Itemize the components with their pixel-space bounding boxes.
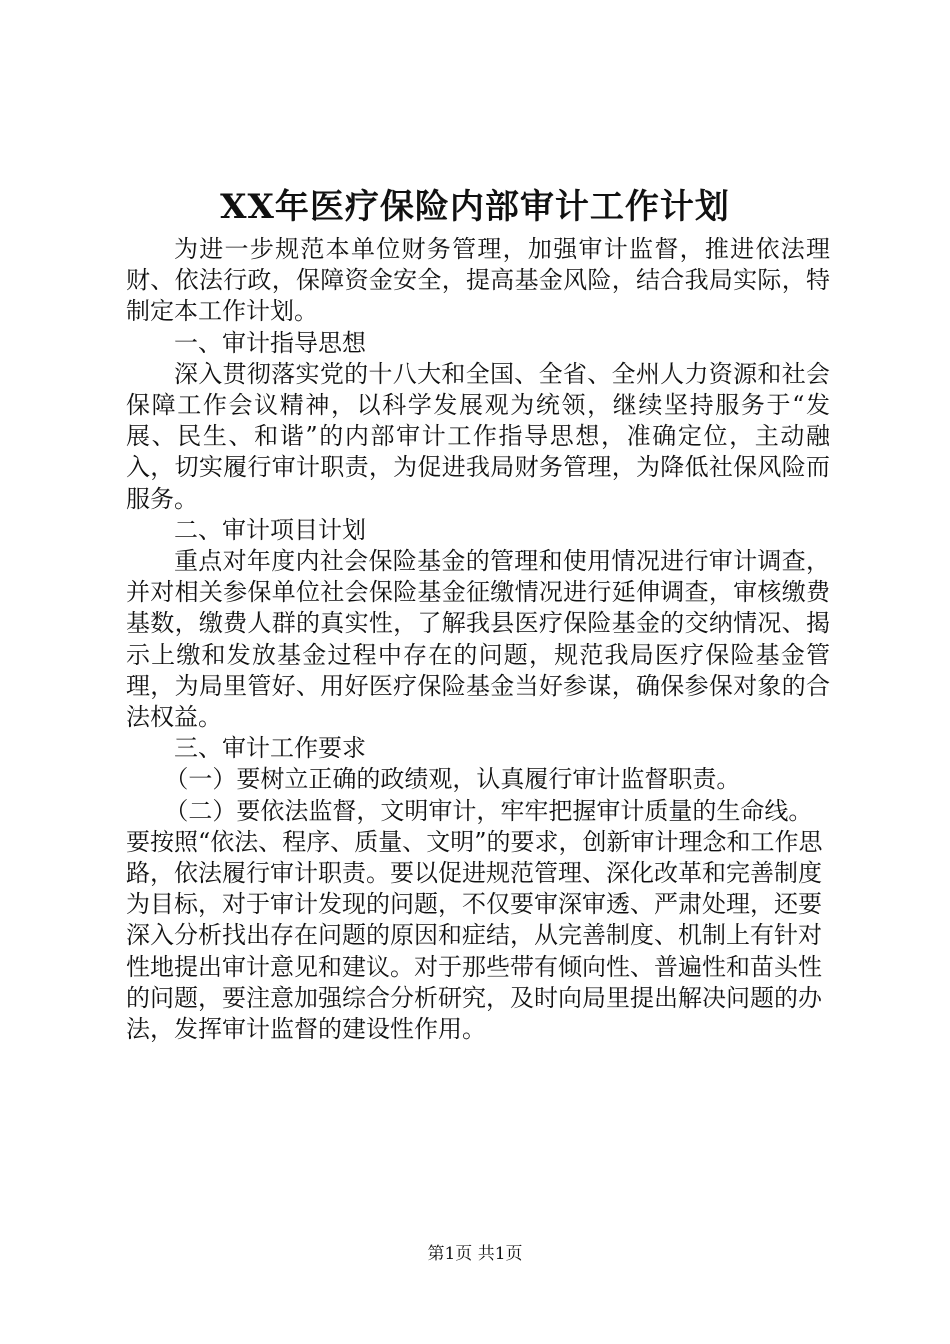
- section-heading-guiding-ideology: 一、审计指导思想: [174, 328, 366, 357]
- requirement-item-2: （二）要依法监督，文明审计，牢牢把握审计质量的生命线。要按照“依法、程序、质量、文明”的要求，创新审计理念和工作思路，依法履行审计职责。要以促进规范管理、深化改革和完善制度为目标，对于审计发现的问题，不仅要审深审透、严肃处理，还要深入分析找出存在问题的原因和症结，从完善制度、机制上有针对性地提出审计意见和建议。对于那些带有倾向性、普遍性和苗头性的问题，要注意加强综合分析研究，及时向局里提出解决问题的办法，发挥审计监督的建设性作用。: [126, 796, 823, 1044]
- document-title: XX年医疗保险内部审计工作计划: [220, 187, 730, 227]
- page-number-footer: 第1页 共1页: [427, 1244, 523, 1264]
- section-heading-work-requirements: 三、审计工作要求: [174, 734, 366, 763]
- requirement-item-1: （一）要树立正确的政绩观，认真履行审计监督职责。: [164, 765, 741, 794]
- project-plan-paragraph: 重点对年度内社会保险基金的管理和使用情况进行审计调查，并对相关参保单位社会保险基金征缴情况进行延伸调查，审核缴费基数，缴费人群的真实性，了解我县医疗保险基金的交纳情况、揭示上缴和发放基金过程中存在的问题，规范我局医疗保险基金管理，为局里管好、用好医疗保险基金当好参谋，确保参保对象的合法权益。: [126, 547, 830, 732]
- section-heading-project-plan: 二、审计项目计划: [174, 515, 366, 544]
- guiding-ideology-paragraph: 深入贯彻落实党的十八大和全国、全省、全州人力资源和社会保障工作会议精神，以科学发展观为统领，继续坚持服务于“发展、民生、和谐”的内部审计工作指导思想，准确定位，主动融入，切实履行审计职责，为促进我局财务管理，为降低社保风险而服务。: [126, 359, 830, 513]
- document-body: [126, 234, 830, 1045]
- intro-paragraph: 为进一步规范本单位财务管理，加强审计监督，推进依法理财、依法行政，保障资金安全，提高基金风险，结合我局实际，特制定本工作计划。: [126, 235, 830, 326]
